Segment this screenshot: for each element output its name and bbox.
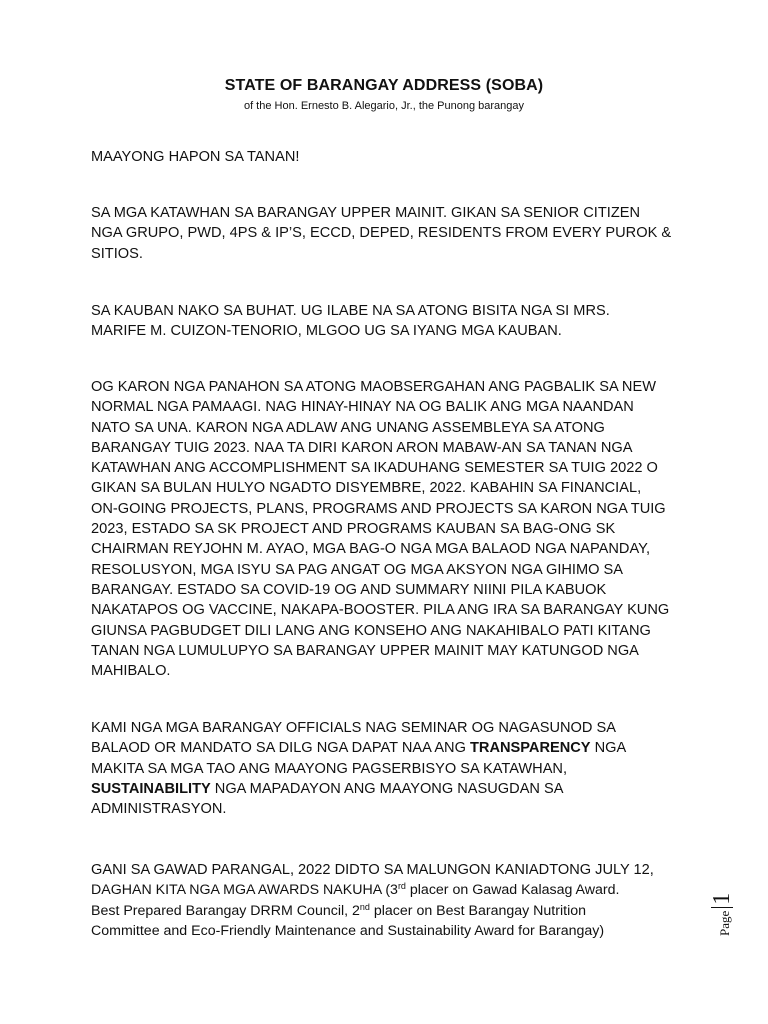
text-line: MARIFE M. CUIZON-TENORIO, MLGOO UG SA IYANG MGA KAUBAN. — [91, 323, 562, 340]
text-line: ADMINISTRASYON. — [91, 801, 227, 818]
text-line: NATO SA UNA. KARON NGA ADLAW ANG UNANG ASSEMBLEYA SA ATONG — [91, 419, 605, 436]
text-line: CHAIRMAN REYJOHN M. AYAO, MGA BAG-O NGA MGA BALAOD NGA NAPANDAY, — [91, 541, 651, 558]
text-span: placer on Best Barangay Nutrition — [369, 902, 587, 919]
text-span: DAGHAN KITA NGA MGA AWARDS NAKUHA (3 — [91, 882, 398, 899]
text-line — [91, 738, 691, 758]
text-line: 2023, ESTADO SA SK PROJECT AND PROGRAMS KAUBAN SA BAG-ONG SK — [91, 521, 616, 538]
paragraph-acknowledgement — [91, 203, 691, 264]
text-line: Committee and Eco-Friendly Maintenance and Sustainability Award for Barangay) — [91, 922, 605, 939]
text-line: BARANGAY TUIG 2023. NAA TA DIRI KARON ARON MABAW-AN SA TANAN NGA — [91, 439, 633, 456]
text-line: KAMI NGA MGA BARANGAY OFFICIALS NAG SEMINAR OG NAGASUNOD SA — [91, 720, 616, 736]
document-title: STATE OF BARANGAY ADDRESS (SOBA) — [224, 77, 544, 94]
text-line: SITIOS. — [91, 245, 143, 262]
paragraph-awards — [91, 860, 691, 941]
text-line: TANAN NGA LUMULUPYO SA BARANGAY UPPER MAINIT MAY KATUNGOD NGA — [91, 642, 639, 659]
greeting — [91, 147, 691, 167]
text-line: MAKITA SA MGA TAO ANG MAAYONG PAGSERBISYO SA KATAWHAN, — [91, 760, 568, 777]
text-line: GIUNSA PAGBUDGET DILI LANG ANG KONSEHO ANG NAKAHIBALO PATI KITANG — [91, 622, 651, 639]
text-span: placer on Gawad Kalasag Award. — [405, 882, 620, 899]
text-line — [91, 901, 691, 921]
text-line: ON-GOING PROJECTS, PLANS, PROGRAMS AND PROJECTS SA KARON NGA TUIG — [91, 500, 666, 517]
rotated-page-label — [711, 893, 733, 936]
bold-term-transparency: TRANSPARENCY — [470, 740, 591, 757]
text-line: MAHIBALO. — [91, 663, 171, 680]
text-span: BALAOD OR MANDATO SA DILG NGA DAPAT NAA ANG — [91, 740, 470, 757]
text-line: NORMAL NGA PAMAAGI. NAG HINAY-HINAY NA OG BALIK ANG MGA NAANDAN — [91, 399, 634, 416]
paragraph-overview — [91, 377, 691, 681]
paragraph-guests — [91, 301, 691, 342]
ordinal-suffix: rd — [397, 881, 406, 892]
bold-term-sustainability: SUSTAINABILITY — [91, 780, 211, 797]
text-span: NGA — [590, 740, 627, 757]
paragraph-transparency — [91, 718, 691, 819]
ordinal-suffix: nd — [359, 901, 370, 912]
text-line: SA MGA KATAWHAN SA BARANGAY UPPER MAINIT. GIKAN SA SENIOR CITIZEN — [91, 205, 641, 221]
document-subtitle: of the Hon. Ernesto B. Alegario, Jr., the Punong barangay — [243, 100, 525, 112]
text-line: RESOLUSYON, MGA ISYU SA PAG ANGAT OG MGA AKSYON NGA GIHIMO SA — [91, 561, 623, 578]
text-line: KATAWHAN ANG ACCOMPLISHMENT SA IKADUHANG SEMESTER SA TUIG 2022 O — [91, 460, 658, 477]
text-line: BARANGAY. ESTADO SA COVID-19 OG AND SUMMARY NIINI PILA KABUOK — [91, 581, 607, 598]
text-line: NAKATAPOS OG VACCINE, NAKAPA-BOOSTER. PILA ANG IRA SA BARANGAY KUNG — [91, 602, 670, 619]
text-span: Best Prepared Barangay DRRM Council, 2 — [91, 902, 360, 919]
text-line — [91, 880, 691, 900]
text-line: GANI SA GAWAD PARANGAL, 2022 DIDTO SA MALUNGON KANIADTONG JULY 12, — [91, 862, 654, 878]
text-line: SA KAUBAN NAKO SA BUHAT. UG ILABE NA SA ATONG BISITA NGA SI MRS. — [91, 303, 610, 319]
page-number: 1 — [711, 893, 733, 908]
page-number-marker — [707, 894, 747, 936]
text-line: NGA GRUPO, PWD, 4PS & IP’S, ECCD, DEPED, RESIDENTS FROM EVERY PUROK & — [91, 225, 672, 242]
greeting-text: MAAYONG HAPON SA TANAN! — [91, 149, 300, 165]
page-label: Page — [717, 910, 732, 936]
text-line: OG KARON NGA PANAHON SA ATONG MAOBSERGAHAN ANG PAGBALIK SA NEW — [91, 379, 656, 395]
text-span: NGA MAPADAYON ANG MAAYONG NASUGDAN SA — [210, 780, 564, 797]
text-line: GIKAN SA BULAN HULYO NGADTO DISYEMBRE, 2022. KABAHIN SA FINANCIAL, — [91, 480, 642, 497]
text-line — [91, 779, 691, 799]
